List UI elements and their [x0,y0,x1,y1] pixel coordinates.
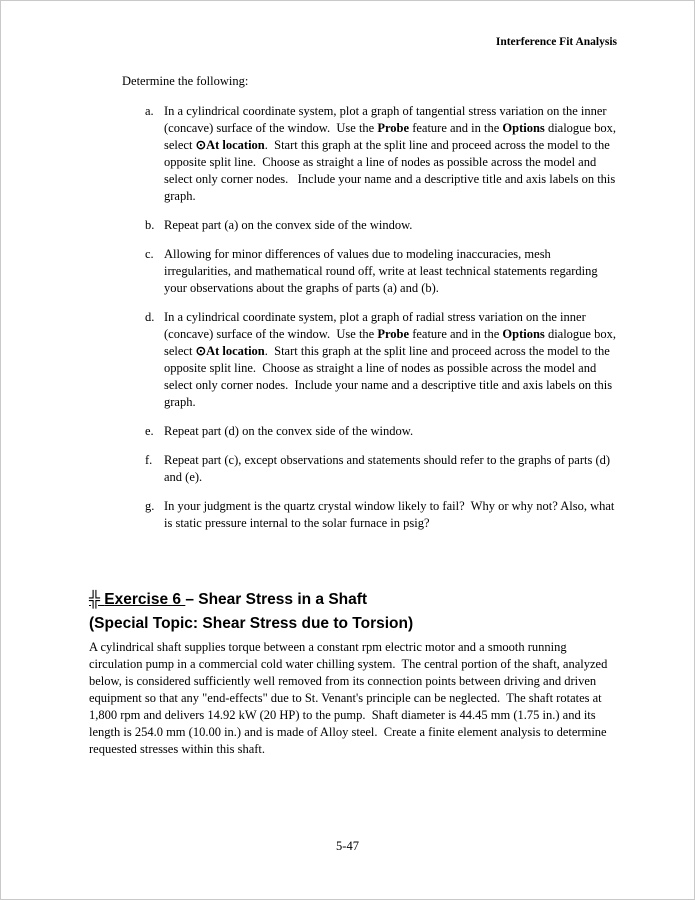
list-item [145,246,617,297]
exercise-title-rest: – Shear Stress in a Shaft [185,591,368,608]
item-letter: c. [145,247,154,261]
list-item [145,217,617,234]
list-item [145,103,620,205]
item-letter: e. [145,424,154,438]
item-text: Repeat part (d) on the convex side of the window. [164,424,414,438]
item-letter: g. [145,499,155,513]
item-text: In your judgment is the quartz crystal window likely to fail? Why or why not? Also, what is static pressure internal to the solar furnace in psig? [164,499,618,530]
exercise-body: A cylindrical shaft supplies torque between a constant rpm electric motor and a smooth running circulation pump in a commercial cold water chilling system. The central portion of the shaft, analyzed below, is considered sufficiently well removed from its connection points between driving and driven equipment so that any "end-effects" due to St. Venant's principle can be neglected. The shaft rotates at 1,800 rpm and delivers 14.92 kW (20 HP) to the pump. Shaft diameter is 44.45 mm (1.75 in.) and its length is 254.0 mm (10.00 in.) and is made of Alloy steel. Create a finite element analysis to determine requested stresses within this shaft. [89,640,611,756]
item-letter: d. [145,310,155,324]
item-text: In a cylindrical coordinate system, plot a graph of tangential stress variation on the inner (concave) surface of the window. Use the Probe feature and in the Options dialogue box, select ⊙At location. Start this graph at the split line and proceed across the model to the opposite split line. Choose as straight a line of nodes as possible across the model and select only corner nodes. Include your name and a descriptive title and axis labels on this graph. [164,104,620,203]
item-text: Repeat part (c), except observations and statements should refer to the graphs of parts (d) and (e). [164,453,614,484]
item-letter: a. [145,104,154,118]
page-content [1,73,694,758]
exercise-title: Exercise 6 [104,591,182,608]
exercise-heading [89,588,617,612]
list-item [145,498,617,532]
page-number: 5-47 [336,839,359,853]
item-text: Allowing for minor differences of values due to modeling inaccuracies, mesh irregularities, and mathematical round off, write at least technical statements regarding your observations about the graphs of parts (a) and (b). [164,247,601,295]
list-item [145,452,617,486]
exercise-icon: ╬ [89,591,105,608]
item-letter: f. [145,453,153,467]
list-item [145,423,617,440]
page-header [1,1,694,49]
page-footer [1,838,694,855]
exercise-section [89,588,617,758]
item-text: Repeat part (a) on the convex side of the window. [164,218,413,232]
intro-text: Determine the following: [122,74,249,88]
list-item [145,309,620,411]
item-text: In a cylindrical coordinate system, plot a graph of radial stress variation on the inner (concave) surface of the window. Use the Probe feature and in the Options dialogue box, select ⊙At location. Start this graph at the split line and proceed across the model to the opposite split line. Choose as straight a line of nodes as possible across the model and select only corner nodes. Include your name and a descriptive title and axis labels on this graph. [164,310,620,409]
item-letter: b. [145,218,155,232]
exercise-subtitle: (Special Topic: Shear Stress due to Torsion) [89,615,414,632]
header-title: Interference Fit Analysis [495,36,617,48]
